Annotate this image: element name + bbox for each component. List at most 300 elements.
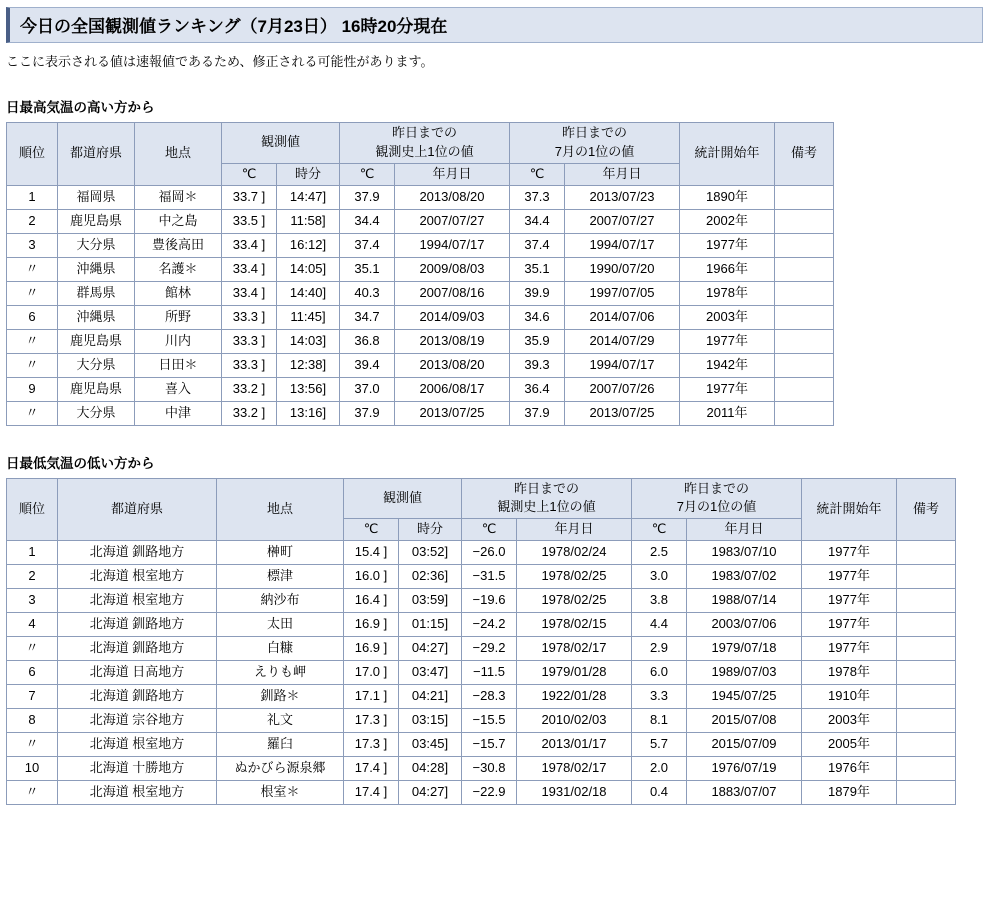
cell-point: 榊町 (217, 541, 344, 565)
max-temp-table-body (7, 185, 834, 425)
cell-record-date: 2013/08/20 (395, 353, 510, 377)
cell-start-year: 1977年 (802, 637, 897, 661)
cell-rank: 9 (7, 377, 58, 401)
th-record-july-line1: 昨日までの (561, 125, 627, 140)
cell-observed-time: 14:47] (277, 185, 340, 209)
cell-rank: 〃 (7, 329, 58, 353)
cell-remarks (775, 401, 834, 425)
cell-start-year: 1890年 (680, 185, 775, 209)
cell-july-temp: 3.8 (632, 589, 687, 613)
cell-rank: 1 (7, 185, 58, 209)
cell-record-date: 2013/01/17 (517, 733, 632, 757)
cell-prefecture: 鹿児島県 (58, 209, 135, 233)
cell-observed-temp: 17.4 ] (344, 781, 399, 805)
th-record-date: 年月日 (517, 519, 632, 541)
cell-record-temp: −30.8 (462, 757, 517, 781)
cell-record-date: 2009/08/03 (395, 257, 510, 281)
cell-rank: 3 (7, 589, 58, 613)
cell-observed-time: 04:27] (399, 781, 462, 805)
cell-start-year: 1977年 (802, 541, 897, 565)
cell-record-date: 1978/02/25 (517, 589, 632, 613)
cell-observed-temp: 33.4 ] (222, 281, 277, 305)
cell-observed-time: 14:03] (277, 329, 340, 353)
cell-record-temp: 34.4 (340, 209, 395, 233)
cell-remarks (897, 541, 956, 565)
cell-start-year: 1977年 (680, 329, 775, 353)
cell-record-date: 1978/02/24 (517, 541, 632, 565)
cell-rank: 〃 (7, 353, 58, 377)
cell-july-temp: 2.9 (632, 637, 687, 661)
cell-record-date: 1931/02/18 (517, 781, 632, 805)
cell-point: 根室＊ (217, 781, 344, 805)
cell-prefecture: 群馬県 (58, 281, 135, 305)
cell-remarks (897, 781, 956, 805)
th-record-july-line2: 7月の1位の値 (554, 143, 635, 159)
cell-prefecture: 北海道 十勝地方 (58, 757, 217, 781)
th-remarks: 備考 (775, 123, 834, 186)
cell-rank: 2 (7, 565, 58, 589)
cell-record-temp: 37.4 (340, 233, 395, 257)
cell-start-year: 1977年 (802, 565, 897, 589)
cell-observed-temp: 33.3 ] (222, 329, 277, 353)
th-observed: 観測値 (222, 123, 340, 164)
cell-prefecture: 沖縄県 (58, 257, 135, 281)
cell-observed-time: 04:27] (399, 637, 462, 661)
cell-point: 標津 (217, 565, 344, 589)
cell-rank: 〃 (7, 637, 58, 661)
cell-observed-time: 11:58] (277, 209, 340, 233)
cell-record-date: 2013/08/19 (395, 329, 510, 353)
max-temp-table-head (7, 123, 834, 186)
cell-record-date: 2007/07/27 (395, 209, 510, 233)
table-row (7, 233, 834, 257)
cell-prefecture: 北海道 釧路地方 (58, 541, 217, 565)
cell-july-date: 1976/07/19 (687, 757, 802, 781)
cell-july-temp: 37.9 (510, 401, 565, 425)
cell-record-temp: 37.9 (340, 401, 395, 425)
cell-start-year: 1977年 (802, 613, 897, 637)
cell-start-year: 1977年 (680, 233, 775, 257)
cell-observed-time: 12:38] (277, 353, 340, 377)
cell-start-year: 1976年 (802, 757, 897, 781)
cell-start-year: 1910年 (802, 685, 897, 709)
th-prefecture: 都道府県 (58, 478, 217, 541)
cell-record-date: 2013/08/20 (395, 185, 510, 209)
cell-rank: 〃 (7, 401, 58, 425)
cell-record-date: 1979/01/28 (517, 661, 632, 685)
cell-observed-temp: 16.4 ] (344, 589, 399, 613)
th-record-all-time (340, 123, 510, 164)
cell-point: 福岡＊ (135, 185, 222, 209)
cell-observed-temp: 17.3 ] (344, 733, 399, 757)
cell-july-temp: 3.0 (632, 565, 687, 589)
cell-july-temp: 34.4 (510, 209, 565, 233)
cell-july-temp: 2.0 (632, 757, 687, 781)
cell-rank: 〃 (7, 257, 58, 281)
page-container (0, 7, 989, 805)
cell-observed-time: 13:16] (277, 401, 340, 425)
cell-observed-temp: 15.4 ] (344, 541, 399, 565)
cell-observed-time: 04:21] (399, 685, 462, 709)
cell-observed-temp: 33.4 ] (222, 233, 277, 257)
cell-point: 礼文 (217, 709, 344, 733)
cell-july-date: 2013/07/23 (565, 185, 680, 209)
cell-july-temp: 35.9 (510, 329, 565, 353)
cell-start-year: 1978年 (802, 661, 897, 685)
cell-record-temp: 34.7 (340, 305, 395, 329)
cell-record-date: 1978/02/25 (517, 565, 632, 589)
cell-start-year: 2005年 (802, 733, 897, 757)
cell-july-date: 1997/07/05 (565, 281, 680, 305)
cell-remarks (897, 637, 956, 661)
cell-observed-temp: 17.4 ] (344, 757, 399, 781)
cell-july-date: 2003/07/06 (687, 613, 802, 637)
cell-prefecture: 大分県 (58, 233, 135, 257)
cell-record-date: 2007/08/16 (395, 281, 510, 305)
th-record-july-line1: 昨日までの (683, 480, 749, 496)
cell-start-year: 1977年 (680, 377, 775, 401)
th-observed-celsius: ℃ (344, 519, 399, 541)
cell-remarks (897, 685, 956, 709)
cell-record-date: 1978/02/15 (517, 613, 632, 637)
cell-point: 川内 (135, 329, 222, 353)
cell-remarks (897, 565, 956, 589)
cell-record-date: 2014/09/03 (395, 305, 510, 329)
th-prefecture: 都道府県 (58, 123, 135, 186)
cell-remarks (775, 185, 834, 209)
cell-rank: 8 (7, 709, 58, 733)
cell-july-date: 2014/07/29 (565, 329, 680, 353)
min-temp-ranking-table (6, 478, 956, 806)
cell-july-date: 1883/07/07 (687, 781, 802, 805)
th-record-july (632, 478, 802, 519)
th-record-july (510, 123, 680, 164)
cell-july-temp: 5.7 (632, 733, 687, 757)
cell-point: 日田＊ (135, 353, 222, 377)
cell-record-temp: 35.1 (340, 257, 395, 281)
cell-rank: 10 (7, 757, 58, 781)
cell-record-temp: −19.6 (462, 589, 517, 613)
cell-record-temp: −31.5 (462, 565, 517, 589)
cell-point: 釧路＊ (217, 685, 344, 709)
table-row (7, 709, 956, 733)
cell-rank: 〃 (7, 733, 58, 757)
cell-point: 羅臼 (217, 733, 344, 757)
th-record-all-time-line1: 昨日までの (391, 125, 457, 140)
cell-remarks (775, 353, 834, 377)
table-header-row-1 (7, 123, 834, 164)
table-row (7, 257, 834, 281)
cell-observed-temp: 17.1 ] (344, 685, 399, 709)
th-record-celsius: ℃ (340, 163, 395, 185)
cell-prefecture: 鹿児島県 (58, 377, 135, 401)
cell-prefecture: 北海道 釧路地方 (58, 637, 217, 661)
th-record-celsius: ℃ (462, 519, 517, 541)
th-record-all-time-line2: 観測史上1位の値 (497, 499, 596, 515)
cell-july-date: 2013/07/25 (565, 401, 680, 425)
cell-start-year: 1879年 (802, 781, 897, 805)
th-remarks: 備考 (897, 478, 956, 541)
cell-start-year: 1942年 (680, 353, 775, 377)
table-row (7, 637, 956, 661)
cell-record-temp: −28.3 (462, 685, 517, 709)
cell-observed-time: 03:15] (399, 709, 462, 733)
cell-remarks (775, 305, 834, 329)
cell-rank: 1 (7, 541, 58, 565)
cell-record-date: 1994/07/17 (395, 233, 510, 257)
cell-observed-temp: 33.3 ] (222, 305, 277, 329)
cell-record-date: 2010/02/03 (517, 709, 632, 733)
cell-remarks (775, 233, 834, 257)
table-row (7, 613, 956, 637)
th-record-date: 年月日 (395, 163, 510, 185)
cell-july-date: 1994/07/17 (565, 353, 680, 377)
cell-observed-time: 03:59] (399, 589, 462, 613)
cell-start-year: 2003年 (680, 305, 775, 329)
cell-prefecture: 北海道 釧路地方 (58, 613, 217, 637)
cell-observed-temp: 33.4 ] (222, 257, 277, 281)
cell-prefecture: 北海道 根室地方 (58, 589, 217, 613)
cell-record-temp: 37.9 (340, 185, 395, 209)
th-rank: 順位 (7, 123, 58, 186)
cell-july-date: 1983/07/02 (687, 565, 802, 589)
cell-prefecture: 北海道 根室地方 (58, 565, 217, 589)
cell-record-temp: −11.5 (462, 661, 517, 685)
cell-remarks (775, 281, 834, 305)
cell-rank: 2 (7, 209, 58, 233)
cell-july-temp: 34.6 (510, 305, 565, 329)
cell-record-date: 2006/08/17 (395, 377, 510, 401)
cell-july-date: 1983/07/10 (687, 541, 802, 565)
min-temp-table-body (7, 541, 956, 805)
cell-prefecture: 福岡県 (58, 185, 135, 209)
cell-observed-time: 03:45] (399, 733, 462, 757)
cell-point: 中之島 (135, 209, 222, 233)
th-record-july-line2: 7月の1位の値 (676, 499, 757, 515)
cell-start-year: 2002年 (680, 209, 775, 233)
cell-rank: 〃 (7, 781, 58, 805)
cell-record-temp: −26.0 (462, 541, 517, 565)
cell-july-date: 1979/07/18 (687, 637, 802, 661)
th-rank: 順位 (7, 478, 58, 541)
cell-prefecture: 大分県 (58, 401, 135, 425)
cell-rank: 6 (7, 305, 58, 329)
cell-observed-time: 03:52] (399, 541, 462, 565)
cell-rank: 7 (7, 685, 58, 709)
cell-remarks (897, 757, 956, 781)
cell-july-temp: 37.4 (510, 233, 565, 257)
cell-observed-time: 01:15] (399, 613, 462, 637)
cell-july-date: 2015/07/09 (687, 733, 802, 757)
cell-point: 太田 (217, 613, 344, 637)
cell-point: 所野 (135, 305, 222, 329)
cell-start-year: 2011年 (680, 401, 775, 425)
cell-observed-time: 13:56] (277, 377, 340, 401)
th-start-year: 統計開始年 (680, 123, 775, 186)
cell-prefecture: 北海道 釧路地方 (58, 685, 217, 709)
cell-observed-temp: 16.9 ] (344, 637, 399, 661)
cell-point: 白糠 (217, 637, 344, 661)
cell-prefecture: 大分県 (58, 353, 135, 377)
cell-prefecture: 沖縄県 (58, 305, 135, 329)
cell-july-temp: 39.3 (510, 353, 565, 377)
table-row (7, 353, 834, 377)
min-temp-table-head (7, 478, 956, 541)
cell-observed-temp: 16.9 ] (344, 613, 399, 637)
cell-remarks (897, 589, 956, 613)
cell-observed-time: 02:36] (399, 565, 462, 589)
cell-observed-temp: 33.7 ] (222, 185, 277, 209)
th-july-celsius: ℃ (510, 163, 565, 185)
th-record-all-time-line1: 昨日までの (513, 480, 579, 496)
cell-prefecture: 北海道 根室地方 (58, 781, 217, 805)
th-observed: 観測値 (344, 478, 462, 519)
table-row (7, 305, 834, 329)
cell-july-date: 1988/07/14 (687, 589, 802, 613)
cell-observed-time: 03:47] (399, 661, 462, 685)
cell-record-temp: −24.2 (462, 613, 517, 637)
cell-observed-time: 14:40] (277, 281, 340, 305)
cell-prefecture: 北海道 根室地方 (58, 733, 217, 757)
cell-point: 館林 (135, 281, 222, 305)
cell-remarks (897, 709, 956, 733)
table-row (7, 185, 834, 209)
table-row (7, 329, 834, 353)
th-point: 地点 (135, 123, 222, 186)
cell-record-temp: −29.2 (462, 637, 517, 661)
cell-record-date: 1978/02/17 (517, 757, 632, 781)
th-observed-time: 時分 (277, 163, 340, 185)
cell-rank: 3 (7, 233, 58, 257)
cell-record-temp: 39.4 (340, 353, 395, 377)
cell-remarks (897, 733, 956, 757)
table-row (7, 541, 956, 565)
table-row (7, 661, 956, 685)
cell-july-date: 1990/07/20 (565, 257, 680, 281)
table-row (7, 401, 834, 425)
th-july-date: 年月日 (687, 519, 802, 541)
cell-july-date: 2015/07/08 (687, 709, 802, 733)
th-observed-celsius: ℃ (222, 163, 277, 185)
th-record-all-time-line2: 観測史上1位の値 (375, 143, 474, 159)
cell-point: 喜入 (135, 377, 222, 401)
cell-remarks (775, 329, 834, 353)
cell-observed-temp: 33.2 ] (222, 401, 277, 425)
table-row (7, 685, 956, 709)
cell-rank: 4 (7, 613, 58, 637)
cell-record-date: 2013/07/25 (395, 401, 510, 425)
cell-july-temp: 8.1 (632, 709, 687, 733)
table-row (7, 757, 956, 781)
cell-remarks (897, 613, 956, 637)
cell-prefecture: 北海道 宗谷地方 (58, 709, 217, 733)
table-row (7, 733, 956, 757)
cell-observed-temp: 33.5 ] (222, 209, 277, 233)
cell-observed-time: 14:05] (277, 257, 340, 281)
cell-point: えりも岬 (217, 661, 344, 685)
cell-observed-time: 04:28] (399, 757, 462, 781)
cell-prefecture: 鹿児島県 (58, 329, 135, 353)
th-observed-time: 時分 (399, 519, 462, 541)
cell-remarks (775, 377, 834, 401)
cell-record-temp: −15.5 (462, 709, 517, 733)
section-title-max-temp: 日最高気温の高い方から (6, 100, 155, 115)
table-row (7, 781, 956, 805)
cell-july-date: 1994/07/17 (565, 233, 680, 257)
max-temp-ranking-table (6, 122, 834, 426)
cell-july-temp: 35.1 (510, 257, 565, 281)
cell-record-temp: 40.3 (340, 281, 395, 305)
table-header-row-1 (7, 478, 956, 519)
table-row (7, 589, 956, 613)
cell-point: 中津 (135, 401, 222, 425)
cell-observed-time: 16:12] (277, 233, 340, 257)
cell-record-temp: −22.9 (462, 781, 517, 805)
table-row (7, 281, 834, 305)
cell-record-date: 1922/01/28 (517, 685, 632, 709)
cell-start-year: 1978年 (680, 281, 775, 305)
th-july-date: 年月日 (565, 163, 680, 185)
table-row (7, 209, 834, 233)
cell-july-temp: 36.4 (510, 377, 565, 401)
cell-july-temp: 0.4 (632, 781, 687, 805)
section-title-min-temp: 日最低気温の低い方から (6, 455, 155, 471)
table-row (7, 377, 834, 401)
cell-july-date: 1945/07/25 (687, 685, 802, 709)
cell-start-year: 1977年 (802, 589, 897, 613)
th-start-year: 統計開始年 (802, 478, 897, 541)
cell-remarks (897, 661, 956, 685)
cell-observed-temp: 16.0 ] (344, 565, 399, 589)
cell-rank: 6 (7, 661, 58, 685)
page-note: ここに表示される値は速報値であるため、修正される可能性があります。 (6, 54, 434, 69)
cell-record-temp: −15.7 (462, 733, 517, 757)
cell-observed-time: 11:45] (277, 305, 340, 329)
cell-observed-temp: 33.2 ] (222, 377, 277, 401)
cell-record-temp: 36.8 (340, 329, 395, 353)
cell-july-date: 2007/07/27 (565, 209, 680, 233)
cell-observed-temp: 33.3 ] (222, 353, 277, 377)
th-record-all-time (462, 478, 632, 519)
th-july-celsius: ℃ (632, 519, 687, 541)
cell-prefecture: 北海道 日高地方 (58, 661, 217, 685)
cell-july-date: 2007/07/26 (565, 377, 680, 401)
cell-july-date: 1989/07/03 (687, 661, 802, 685)
th-point: 地点 (217, 478, 344, 541)
cell-record-date: 1978/02/17 (517, 637, 632, 661)
cell-july-temp: 6.0 (632, 661, 687, 685)
cell-point: 納沙布 (217, 589, 344, 613)
cell-july-temp: 37.3 (510, 185, 565, 209)
cell-point: ぬかびら源泉郷 (217, 757, 344, 781)
cell-point: 豊後高田 (135, 233, 222, 257)
page-title: 今日の全国観測値ランキング（7月23日） 16時20分現在 (6, 7, 983, 43)
cell-rank: 〃 (7, 281, 58, 305)
table-row (7, 565, 956, 589)
cell-july-temp: 39.9 (510, 281, 565, 305)
cell-remarks (775, 257, 834, 281)
cell-observed-temp: 17.0 ] (344, 661, 399, 685)
cell-start-year: 1966年 (680, 257, 775, 281)
cell-july-date: 2014/07/06 (565, 305, 680, 329)
cell-remarks (775, 209, 834, 233)
cell-july-temp: 4.4 (632, 613, 687, 637)
cell-start-year: 2003年 (802, 709, 897, 733)
cell-july-temp: 2.5 (632, 541, 687, 565)
cell-record-temp: 37.0 (340, 377, 395, 401)
cell-july-temp: 3.3 (632, 685, 687, 709)
cell-point: 名護＊ (135, 257, 222, 281)
